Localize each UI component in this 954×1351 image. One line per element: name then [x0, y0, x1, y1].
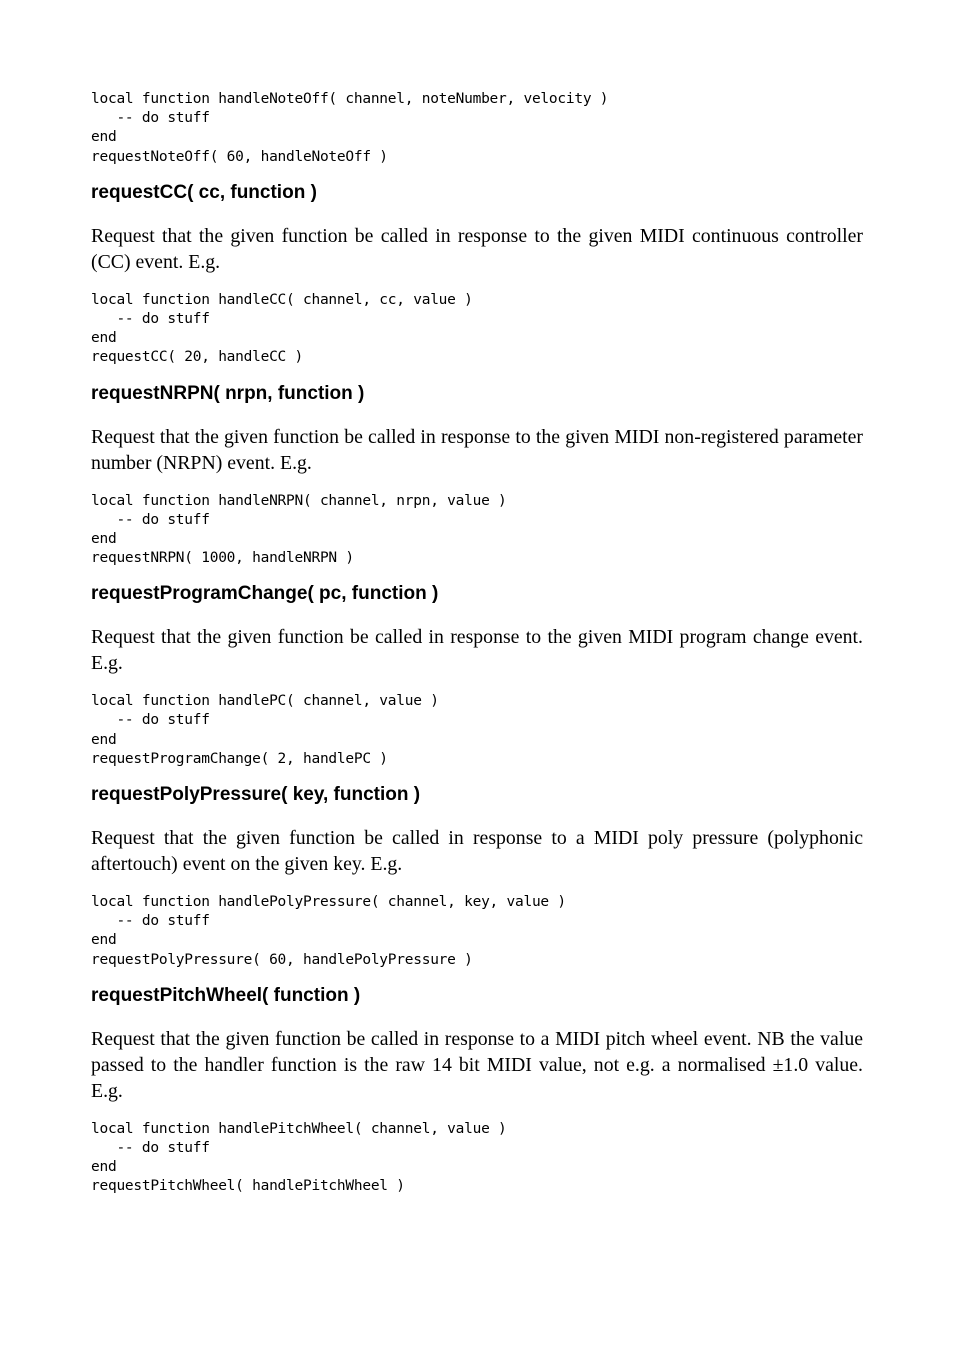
- code-line: requestPitchWheel( handlePitchWheel ): [91, 1178, 405, 1195]
- code-line: local function handlePC( channel, value ): [91, 693, 439, 710]
- code-line: end: [91, 129, 117, 146]
- code-line: requestProgramChange( 2, handlePC ): [91, 750, 388, 767]
- code-line: -- do stuff: [91, 310, 210, 327]
- code-line: requestNRPN( 1000, handleNRPN ): [91, 550, 354, 567]
- code-line: local function handleCC( channel, cc, value ): [91, 291, 473, 308]
- code-line: local function handleNoteOff( channel, noteNumber, velocity ): [91, 91, 609, 107]
- section-heading-request-pitch-wheel: requestPitchWheel( function ): [91, 984, 361, 1006]
- code-line: end: [91, 731, 117, 748]
- code-line: end: [91, 932, 117, 949]
- code-line: requestNoteOff( 60, handleNoteOff ): [91, 148, 388, 165]
- document-page: [91, 90, 863, 1211]
- code-line: -- do stuff: [91, 712, 210, 729]
- code-line: -- do stuff: [91, 511, 210, 528]
- paragraph-request-pitch-wheel: Request that the given function be called in response to a MIDI pitch wheel event. NB the value passed to the handler function is the raw 14 bit MIDI value, not e.g. a normalised ±1.0 value. E.g.: [91, 1027, 863, 1102]
- section-heading-request-cc: requestCC( cc, function ): [91, 181, 317, 203]
- paragraph-request-poly-pressure: Request that the given function be called in response to a MIDI poly pressure (polyphonic aftertouch) event on the given key. E.g.: [91, 827, 863, 875]
- code-line: end: [91, 1159, 117, 1176]
- code-line: requestCC( 20, handleCC ): [91, 349, 303, 366]
- code-line: local function handlePolyPressure( channel, key, value ): [91, 894, 566, 910]
- code-block-request-poly-pressure: [91, 893, 863, 970]
- code-line: requestPolyPressure( 60, handlePolyPressure ): [91, 951, 473, 968]
- section-heading-request-poly-pressure: requestPolyPressure( key, function ): [91, 784, 421, 805]
- code-line: -- do stuff: [91, 1139, 210, 1156]
- paragraph-request-program-change: Request that the given function be called in response to the given MIDI program change event. E.g.: [91, 626, 863, 675]
- code-block-note-off: [91, 90, 863, 167]
- code-line: end: [91, 330, 117, 347]
- code-line: -- do stuff: [91, 913, 210, 930]
- code-line: -- do stuff: [91, 110, 210, 127]
- code-block-request-cc: [91, 291, 863, 368]
- code-line: local function handlePitchWheel( channel, value ): [91, 1120, 507, 1137]
- code-block-request-program-change: [91, 692, 863, 769]
- code-line: local function handleNRPN( channel, nrpn, value ): [91, 492, 507, 509]
- code-line: end: [91, 530, 117, 547]
- code-block-request-nrpn: [91, 492, 863, 569]
- paragraph-request-cc: Request that the given function be called in response to the given MIDI continuous controller (CC) event. E.g.: [91, 224, 863, 273]
- section-heading-request-program-change: requestProgramChange( pc, function ): [91, 583, 439, 605]
- paragraph-request-nrpn: Request that the given function be called in response to the given MIDI non-registered parameter number (NRPN) event. E.g.: [91, 425, 863, 474]
- code-block-request-pitch-wheel: [91, 1120, 863, 1197]
- section-heading-request-nrpn: requestNRPN( nrpn, function ): [91, 382, 365, 404]
